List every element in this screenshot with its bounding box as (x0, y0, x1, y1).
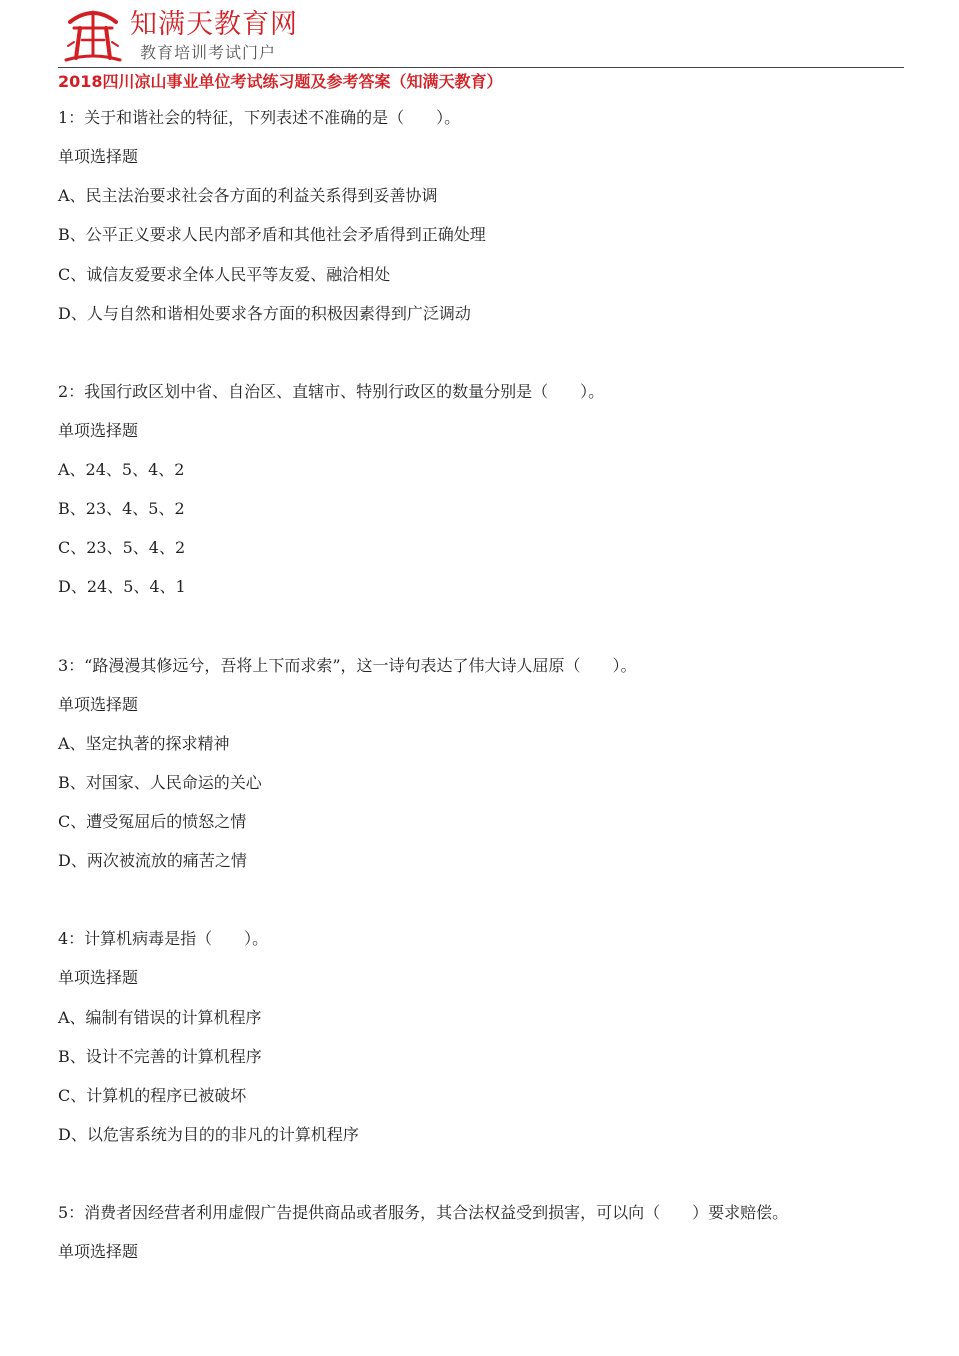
option-b: B、公平正义要求人民内部矛盾和其他社会矛盾得到正确处理 (58, 225, 486, 244)
question-stem: 1：关于和谐社会的特征，下列表述不准确的是（ ）。 (58, 108, 461, 127)
document-title: 2018四川凉山事业单位考试练习题及参考答案（知满天教育） (58, 72, 503, 91)
logo-subtitle: 教育培训考试门户 (140, 43, 277, 62)
option-d: D、以危害系统为目的的非凡的计算机程序 (58, 1125, 359, 1144)
logo-title: 知满天教育网 (130, 9, 298, 40)
seal-logo-icon (60, 2, 126, 64)
option-d: D、两次被流放的痛苦之情 (58, 851, 247, 870)
question-type: 单项选择题 (58, 1242, 139, 1261)
option-c: C、诚信友爱要求全体人民平等友爱、融洽相处 (58, 265, 391, 284)
question-stem: 2：我国行政区划中省、自治区、直辖市、特别行政区的数量分别是（ ）。 (58, 382, 605, 401)
option-d: D、人与自然和谐相处要求各方面的积极因素得到广泛调动 (58, 304, 471, 323)
question-type: 单项选择题 (58, 695, 139, 714)
question-type: 单项选择题 (58, 968, 139, 987)
option-d: D、24、5、4、1 (58, 577, 186, 596)
question-stem: 4：计算机病毒是指（ ）。 (58, 929, 269, 948)
option-a: A、编制有错误的计算机程序 (58, 1008, 262, 1027)
question-type: 单项选择题 (58, 421, 139, 440)
option-b: B、对国家、人民命运的关心 (58, 773, 262, 792)
page-header (58, 0, 904, 68)
option-c: C、23、5、4、2 (58, 538, 186, 557)
option-c: C、计算机的程序已被破坏 (58, 1086, 247, 1105)
option-a: A、24、5、4、2 (58, 460, 185, 479)
question-type: 单项选择题 (58, 147, 139, 166)
option-a: A、坚定执著的探求精神 (58, 734, 230, 753)
option-b: B、设计不完善的计算机程序 (58, 1047, 262, 1066)
option-c: C、遭受冤屈后的愤怒之情 (58, 812, 247, 831)
question-stem: 5：消费者因经营者利用虚假广告提供商品或者服务，其合法权益受到损害，可以向（ ）要求赔偿。 (58, 1203, 789, 1222)
option-a: A、民主法治要求社会各方面的利益关系得到妥善协调 (58, 186, 438, 205)
option-b: B、23、4、5、2 (58, 499, 185, 518)
question-stem: 3：“路漫漫其修远兮，吾将上下而求索”，这一诗句表达了伟大诗人屈原（ ）。 (58, 656, 637, 675)
